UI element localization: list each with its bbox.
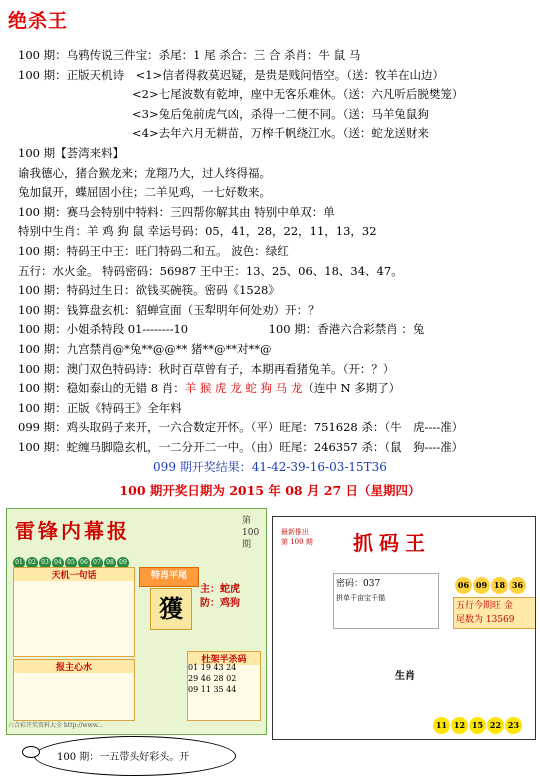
tianji-box [13,567,135,657]
zhuamawang-panel [272,516,536,740]
line-3: <2>七尾波数有乾坤，座中无客乐难休。（送：六凡听后脱樊笼） [132,87,464,102]
ball: 12 [451,717,468,734]
line-10: 特别中生肖：羊 鸡 狗 鼠 幸运号码：05，41，28，22，11，13，32 [18,224,377,239]
line-4: <3>兔后兔前虎气凶，杀得一二便不同。（送：马羊兔鼠狗 [132,106,429,121]
leifeng-issue: 第100期 [242,516,260,550]
line-18 [18,379,533,399]
shama-row: 09 11 35 44 [188,685,237,694]
ball: 36 [509,577,526,594]
ball: 01 [13,557,25,569]
eight-zodiac: 羊 猴 虎 龙 蛇 狗 马 龙 [184,381,303,396]
mima-sub: 拼单千亩宝千锚 [336,594,385,602]
xinshui-box [13,659,135,721]
bubble-tail [22,746,40,758]
line-1: 100 期：乌鸦传说三件宝：杀尾：1 尾 杀合：三 合 杀肖：牛 鼠 马 [18,48,361,62]
tianji-box-title: 天机一句话 [14,568,134,581]
zhuama-title: 抓码王 [353,531,431,555]
weishu-text: 尾数为 13569 [456,615,515,625]
line-17: 100 期：澳门双色特码诗：秋时百草曾有子，本期再看猪兔羊。（开：？） [18,361,395,376]
line-21: 100 期：蛇缠马脚隐玄机，一二分开二一中。（由）旺尾：246357 杀：（鼠 狗----准） [18,439,464,454]
wuxing-box [453,597,536,629]
shama-numbers [188,662,236,695]
huo-character: 獲 [150,588,192,630]
line-13: 100 期：特码过生日：欲钱买碗筷。密码《1528》 [18,283,280,298]
number-balls-row [13,549,130,569]
line-6: 100 期【荟湾来料】 [18,145,125,160]
fang-text: 防：鸡狗 [200,598,240,609]
ball: 09 [117,557,129,569]
mima-label: 密码： [336,579,364,589]
bubble-text: 100 期：一五带头好彩头。开 [57,752,190,763]
eight-suffix: （连中 N 多期了） [302,381,401,396]
top-balls [455,573,527,594]
ball: 07 [91,557,103,569]
pingwei-box [139,567,199,587]
ball: 22 [487,717,504,734]
line-2: 100 期：正版天机诗 <1>信者得救莫迟疑，是贵是贱问悟空。（送：牧羊在山边） [18,67,444,82]
zhu-text: 主：蛇虎 [200,584,240,595]
ball: 06 [78,557,90,569]
ball: 18 [491,577,508,594]
leifeng-footer: 六合彩开奖资料大全 http://www... [8,722,103,729]
line-7: 谕我德心，猪合猴龙来；龙翔乃大，过人终得福。 [18,165,271,180]
ball: 08 [104,557,116,569]
draw-date: 100 期开奖日期为 2015 年 08 月 27 日（星期四） [119,483,421,498]
page-title: 绝杀王 [8,10,69,32]
mima-value: 037 [363,579,381,589]
line-19: 100 期：正版《特码王》全年料 [18,400,182,415]
line-12: 五行：水火金。 特码密码：56987 王中王：13、25、06、18、34、47。 [18,263,403,278]
shama-row: 29 46 28 02 [188,674,237,683]
line-20: 099 期：鸡头取码子来开，一六合数定开怀。（平）旺尾：751628 杀：（牛 虎----准） [18,420,464,435]
new-label: 最新推出 [281,528,309,536]
ball: 04 [52,557,64,569]
pingwei-box-title: 特肖平尾 [150,571,187,581]
line-18-label: 100 期：稳如泰山的无错 8 肖： [18,381,185,396]
article-lines [18,46,533,457]
leifeng-title: 雷锋内幕报 [15,519,130,543]
line-5: <4>去年六月无耕苗，万榨千帆绕江水。（送：蛇龙送财来 [132,126,429,141]
issue-label: 第 100 期 [281,538,313,546]
line-14: 100 期：钱算盘玄机：貂蝉宣面（玉犁明年何处劝）开：？ [18,302,320,317]
line-15: 100 期：小姐杀特段 01--------10 100 期：香港六合彩禁肖 ：兔 [18,322,425,337]
ball: 02 [26,557,38,569]
speech-bubble [34,736,236,776]
leifeng-panel [6,508,267,735]
ball: 03 [39,557,51,569]
line-11: 100 期：特码王中王：旺门特码二和五。 波色：绿红 [18,243,289,258]
ball: 11 [433,717,450,734]
bottom-balls [433,713,523,734]
draw-result: 099 期开奖结果：41-42-39-16-03-15T36 [153,460,387,474]
zhu-fang-text [200,583,240,611]
wuxing-text: 五行今期旺 金 [456,601,513,611]
ball: 06 [455,577,472,594]
shengxiao-label: 生肖 [395,671,415,682]
shama-row: 01 19 43 24 [188,663,237,672]
mima-box [333,573,439,629]
line-8: 兔加鼠开，蝶屈固小往；二羊见鸡，一七好数来。 [18,185,271,200]
ball: 05 [65,557,77,569]
xinshui-box-title: 报主心水 [14,660,134,673]
shama-box-title: 杜架半杀码 [188,652,260,665]
ball: 15 [469,717,486,734]
zhuama-new [281,527,313,547]
ball: 09 [473,577,490,594]
line-16: 100 期：九宫禁肖@*兔**@@** 猪**@**对**@ [18,341,272,356]
ball: 23 [505,717,522,734]
line-9: 100 期：赛马会特别中特料：三四帮你解其由 特别中单双：单 [18,204,335,219]
